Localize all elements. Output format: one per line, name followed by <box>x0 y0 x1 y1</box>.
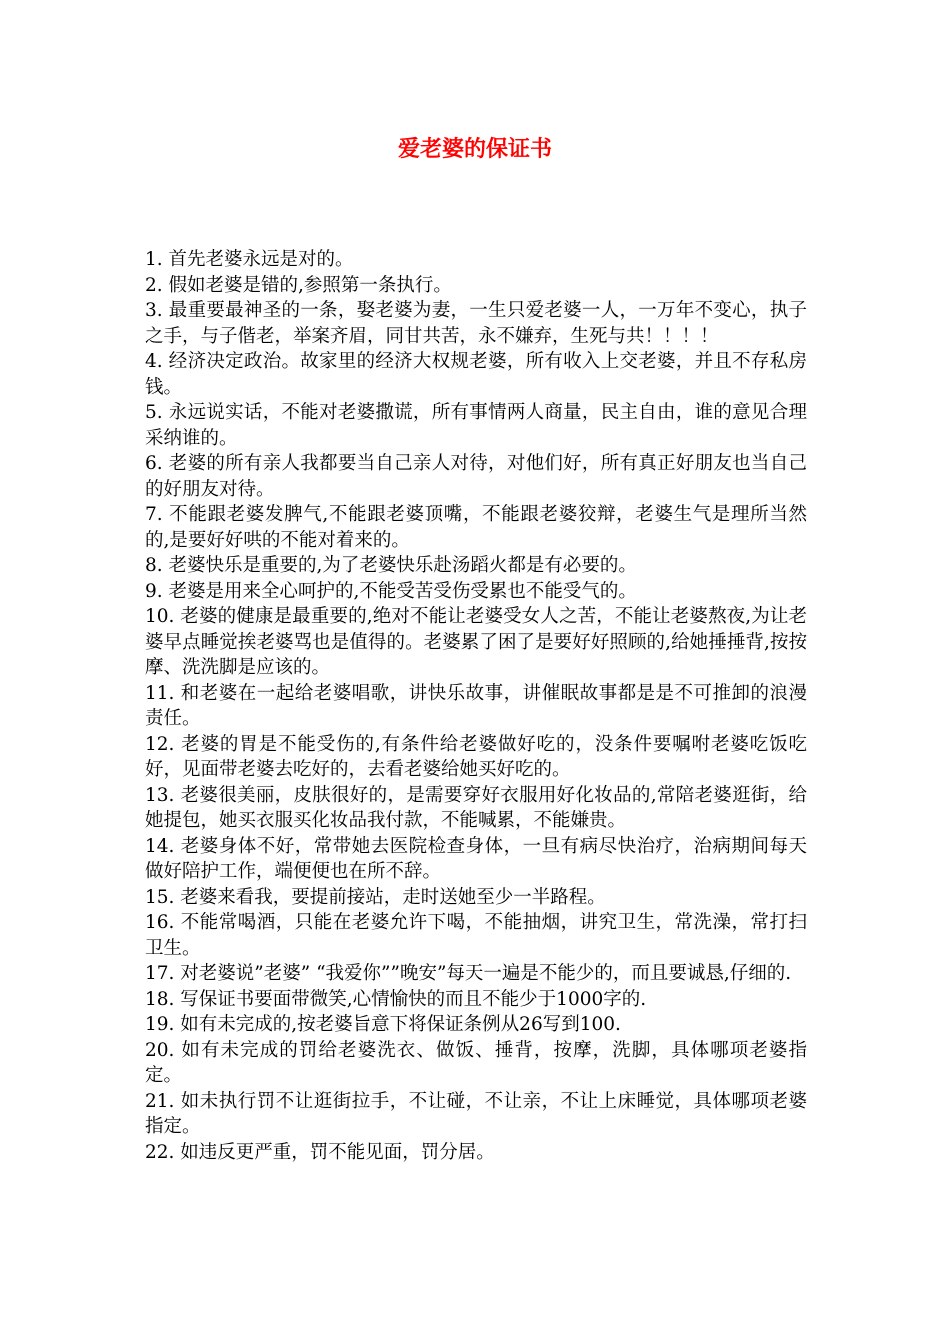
document-title: 爱老婆的保证书 <box>397 137 552 162</box>
pledge-item: 10. 老婆的健康是最重要的,绝对不能让老婆受女人之苦，不能让老婆熬夜,为让老婆早点睡觉挨老婆骂也是值得的。老婆累了困了是要好好照顾的,给她捶捶背,按按摩、洗洗脚是应该的。 <box>145 606 807 678</box>
pledge-item: 5. 永远说实话，不能对老婆撒谎，所有事情两人商量，民主自由，谁的意见合理采纳谁的。 <box>145 402 807 449</box>
pledge-item: 18. 写保证书要面带微笑,心情愉快的而且不能少于1000字的. <box>145 988 647 1010</box>
pledge-item: 4. 经济决定政治。故家里的经济大权规老婆，所有收入上交老婆，并且不存私房钱。 <box>145 351 807 398</box>
pledge-item: 8. 老婆快乐是重要的,为了老婆快乐赴汤蹈火都是有必要的。 <box>145 555 637 576</box>
pledge-item: 7. 不能跟老婆发脾气,不能跟老婆顶嘴，不能跟老婆狡辩，老婆生气是理所当然的,是要好好哄的不能对着来的。 <box>145 504 807 551</box>
pledge-item: 20. 如有未完成的罚给老婆洗衣、做饭、捶背，按摩，洗脚，具体哪项老婆指定。 <box>145 1039 807 1086</box>
pledge-item: 14. 老婆身体不好，常带她去医院检查身体，一旦有病尽快治疗，治病期间每天做好陪护工作，端便便也在所不辞。 <box>145 835 807 882</box>
pledge-item: 17. 对老婆说”老婆” “我爱你””晚安”每天一遍是不能少的，而且要诚恳,仔细的. <box>145 963 792 984</box>
pledge-item: 1. 首先老婆永远是对的。 <box>145 249 354 270</box>
pledge-item: 22. 如违反更严重，罚不能见面，罚分居。 <box>145 1141 495 1163</box>
pledge-item: 12. 老婆的胃是不能受伤的,有条件给老婆做好吃的，没条件要嘱咐老婆吃饭吃好，见面带老婆去吃好的，去看老婆给她买好吃的。 <box>145 733 807 780</box>
pledge-item: 16. 不能常喝酒，只能在老婆允许下喝，不能抽烟，讲究卫生，常洗澡，常打扫卫生。 <box>145 912 807 959</box>
pledge-item: 19. 如有未完成的,按老婆旨意下将保证条例从26写到100. <box>145 1014 621 1035</box>
pledge-item: 11. 和老婆在一起给老婆唱歌，讲快乐故事，讲催眠故事都是是不可推卸的浪漫责任。 <box>145 682 807 729</box>
pledge-item: 9. 老婆是用来全心呵护的,不能受苦受伤受累也不能受气的。 <box>145 580 637 602</box>
pledge-item: 6. 老婆的所有亲人我都要当自己亲人对待，对他们好，所有真正好朋友也当自己的好朋友对待。 <box>145 453 807 500</box>
pledge-list <box>145 247 807 1165</box>
pledge-item: 13. 老婆很美丽，皮肤很好的，是需要穿好衣服用好化妆品的,常陪老婆逛街，给她提包，她买衣服买化妆品我付款，不能喊累，不能嫌贵。 <box>145 784 807 831</box>
pledge-item: 21. 如未执行罚不让逛街拉手，不让碰，不让亲，不让上床睡觉，具体哪项老婆指定。 <box>145 1090 807 1137</box>
pledge-item: 3. 最重要最神圣的一条，娶老婆为妻，一生只爱老婆一人，一万年不变心，执子之手，与子偕老，举案齐眉，同甘共苦，永不嫌弃，生死与共！！！！ <box>145 300 807 347</box>
pledge-item: 2. 假如老婆是错的,参照第一条执行。 <box>145 274 452 296</box>
pledge-item: 15. 老婆来看我，要提前接站，走时送她至少一半路程。 <box>145 886 606 908</box>
